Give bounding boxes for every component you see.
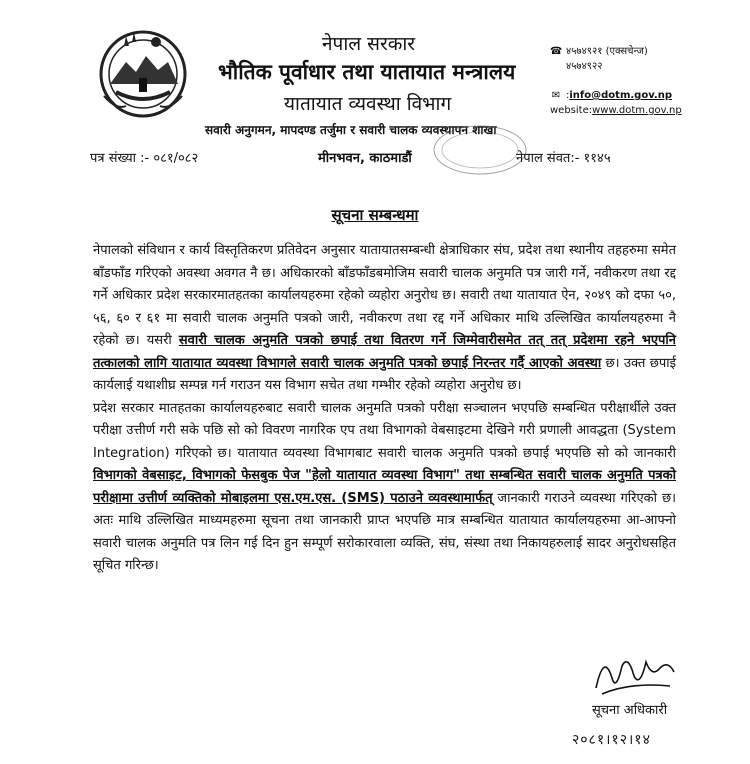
paragraph-2-text-end: जानकारी गराउने व्यवस्था गरिएको छ। अतः माथि उल्लिखित माध्यमहरुमा सूचना तथा जानकारी प्राप्त भएपछि मात्र सम्बन्धित यातायात कार्यालयहरुमा आ-आफ्नो सवारी चालक अनुमति पत्र लिन गई दिन हुन सम्पूर्ण सरोकारवाला व्यक्ति, संघ, संस्था तथा निकायहरुलाई सादर अनुरोधसहित सूचित गरिन्छ। — [93, 490, 676, 573]
website-row — [550, 103, 682, 118]
contact-block — [550, 44, 682, 118]
telephone-icon: ☎ — [550, 46, 563, 57]
ministry-name: भौतिक पूर्वाधार तथा यातायात मन्त्रालय — [218, 60, 516, 84]
phone-primary: ४५७४९२१ (एक्सचेन्ज) — [566, 46, 648, 57]
notice-body — [93, 240, 676, 578]
paragraph-1-text-end: छ। उक्त छपाई कार्यलाई यथाशीघ्र सम्पन्न गर्न गराउन यस विभाग सचेत तथा गम्भीर रहेको व्यहोरा अनुरोध छ। — [93, 355, 677, 393]
phone-row — [550, 44, 682, 59]
paragraph-2-text: प्रदेश सरकार मातहतका कार्यालयहरुबाट सवारी चालक अनुमति पत्रको परीक्षा सञ्चालन भएपछि सम्बन्धित परीक्षार्थीले उक्त परीक्षा उत्तीर्ण गरी सके पछि सो को विवरण नागरिक एप तथा विभागको वेबसाइटमा देखिने गरी प्रणाली आवद्धता (System Integration) गरिएको छ। यातायात व्यवस्था विभागबाट सवारी चालक अनुमति पत्रको छपाई भएपछि सो को जानकारी — [93, 400, 676, 461]
section-name: सवारी अनुगमन, मापदण्ड तर्जुमा र सवारी चालक व्यवस्थापन शाखा — [205, 123, 497, 137]
letter-reference-number: पत्र संख्या :- ०८१/०८२ — [90, 151, 199, 166]
paragraph-1 — [93, 240, 676, 398]
government-name: नेपाल सरकार — [322, 33, 416, 55]
paragraph-1-highlight: सवारी चालक अनुमति पत्रको छपाई तथा वितरण गर्ने जिम्मेवारीसमेत तत् तत् प्रदेशमा रहने भएपनि तत्कालको लागि यातायात व्यवस्था विभागले सवारी चालक अनुमति पत्रको छपाई निरन्तर गर्दै आएको अवस्था — [93, 333, 676, 371]
email-row: ✉ :info@dotm.gov.np — [551, 90, 672, 101]
signature-date: २०८१।१२।१४ — [572, 732, 651, 748]
email-link[interactable]: info@dotm.gov.np — [569, 90, 672, 101]
paragraph-1-text: नेपालको संविधान र कार्य विस्तृतिकरण प्रतिवेदन अनुसार यातायातसम्बन्धी क्षेत्राधिकार संघ, प्रदेश तथा स्थानीय तहहरुमा समेत बाँडफाँड गरिएको अवस्था अवगत नै छ। अधिकारको बाँडफाँडबमोजिम सवारी चालक अनुमति पत्र जारी गर्ने, नवीकरण तथा रद्द गर्ने अधिकार प्रदेश सरकारमातहतका कार्यालयहरुमा रहेको व्यहोरा अनुरोध छ। सवारी तथा यातायात ऐन, २०४९ को दफा ५०, ५६, ६० र ६१ मा सवारी चालक अनुमति पत्रको जारी, नवीकरण तथा रद्द गर्ने अधिकार माथि उल्लिखित कार्यालयहरुमा नै रहेको छ। यसरी — [93, 243, 676, 348]
subject-text: सूचना सम्बन्धमा — [331, 206, 419, 224]
office-location: मीनभवन, काठमाडौं — [318, 151, 412, 166]
department-name: यातायात व्यवस्था विभाग — [284, 93, 452, 115]
handwritten-signature — [590, 648, 678, 700]
envelope-icon: ✉ — [551, 90, 561, 101]
website-label: website: — [550, 105, 593, 116]
phone-secondary: ४५७४९२२ — [566, 61, 603, 72]
notice-subject — [0, 205, 750, 225]
paragraph-2 — [93, 398, 676, 578]
nepal-sambat-year: नेपाल संवत:- ११४५ — [516, 151, 611, 166]
website-link[interactable]: www.dotm.gov.np — [592, 105, 682, 116]
signatory-title: सूचना अधिकारी — [592, 703, 668, 718]
paragraph-2-highlight: विभागको वेबसाइट, विभागको फेसबुक पेज "हेलो यातायात व्यवस्था विभाग" तथा सम्बन्धित सवारी चालक अनुमति पत्रको परीक्षामा उत्तीर्ण व्यक्तिको मोबाइलमा एस.एम.एस. (SMS) पठाउने व्यवस्थामार्फत् — [93, 468, 676, 506]
nepal-government-emblem — [96, 26, 190, 118]
